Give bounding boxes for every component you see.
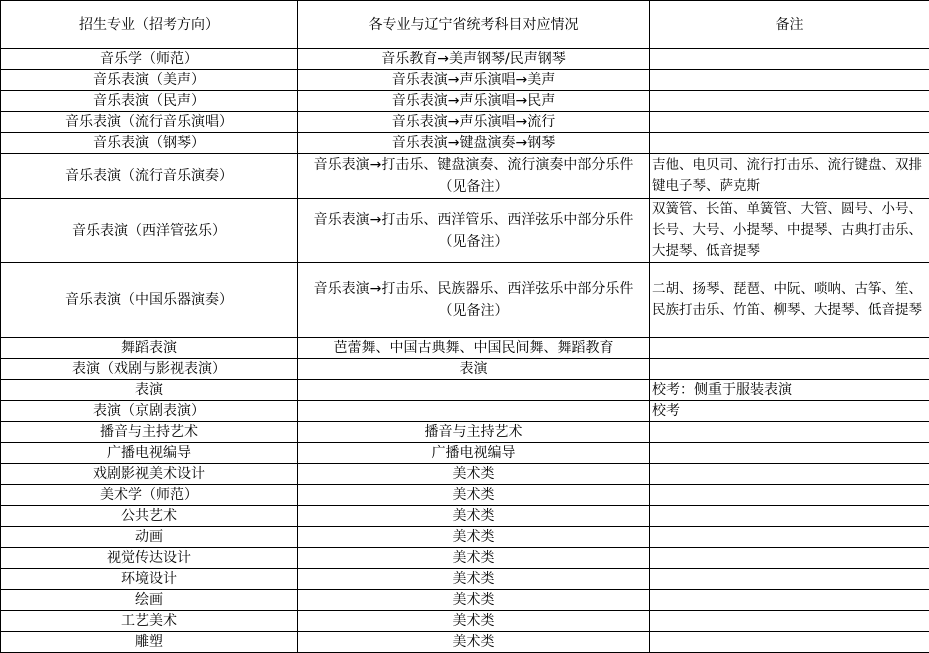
major-cell: 表演（戏剧与影视表演） xyxy=(1,359,298,380)
exam-cell: 音乐表演→打击乐、西洋管乐、西洋弦乐中部分乐件（见备注） xyxy=(298,199,650,263)
exam-cell: 美术类 xyxy=(298,611,650,632)
major-cell: 音乐表演（中国乐器演奏） xyxy=(1,263,298,338)
note-cell xyxy=(650,359,929,380)
note-cell xyxy=(650,70,929,91)
exam-cell xyxy=(298,401,650,422)
major-cell: 环境设计 xyxy=(1,569,298,590)
table-row xyxy=(1,154,929,199)
major-cell: 美术学（师范） xyxy=(1,485,298,506)
note-cell xyxy=(650,422,929,443)
note-cell: 校考：侧重于服装表演 xyxy=(650,380,929,401)
table-row xyxy=(1,70,929,91)
table-row xyxy=(1,49,929,70)
exam-cell: 美术类 xyxy=(298,506,650,527)
table-row xyxy=(1,401,929,422)
note-cell xyxy=(650,133,929,154)
major-cell: 舞蹈表演 xyxy=(1,338,298,359)
major-cell: 视觉传达设计 xyxy=(1,548,298,569)
major-cell: 音乐表演（美声） xyxy=(1,70,298,91)
major-cell: 音乐学（师范） xyxy=(1,49,298,70)
major-cell: 工艺美术 xyxy=(1,611,298,632)
major-cell: 表演（京剧表演） xyxy=(1,401,298,422)
table-row xyxy=(1,527,929,548)
major-cell: 播音与主持艺术 xyxy=(1,422,298,443)
exam-cell: 美术类 xyxy=(298,590,650,611)
table-row xyxy=(1,112,929,133)
major-cell: 动画 xyxy=(1,527,298,548)
note-cell xyxy=(650,112,929,133)
note-cell xyxy=(650,443,929,464)
note-cell xyxy=(650,49,929,70)
note-cell xyxy=(650,590,929,611)
major-cell: 广播电视编导 xyxy=(1,443,298,464)
exam-cell: 美术类 xyxy=(298,569,650,590)
exam-cell: 美术类 xyxy=(298,464,650,485)
major-cell: 音乐表演（流行音乐演奏） xyxy=(1,154,298,199)
note-cell xyxy=(650,569,929,590)
table-row xyxy=(1,485,929,506)
note-cell: 校考 xyxy=(650,401,929,422)
note-cell xyxy=(650,506,929,527)
exam-cell: 美术类 xyxy=(298,485,650,506)
table-row xyxy=(1,359,929,380)
header-row xyxy=(1,1,929,49)
note-cell xyxy=(650,338,929,359)
note-cell xyxy=(650,91,929,112)
table-row xyxy=(1,443,929,464)
table-row xyxy=(1,590,929,611)
exam-cell: 音乐表演→打击乐、民族器乐、西洋弦乐中部分乐件（见备注） xyxy=(298,263,650,338)
major-cell: 雕塑 xyxy=(1,632,298,653)
major-cell: 绘画 xyxy=(1,590,298,611)
header-note: 备注 xyxy=(650,1,929,49)
exam-cell: 美术类 xyxy=(298,632,650,653)
table-row xyxy=(1,611,929,632)
header-exam: 各专业与辽宁省统考科目对应情况 xyxy=(298,1,650,49)
major-cell: 公共艺术 xyxy=(1,506,298,527)
note-cell xyxy=(650,485,929,506)
major-cell: 音乐表演（西洋管弦乐） xyxy=(1,199,298,263)
table-row xyxy=(1,569,929,590)
major-cell: 表演 xyxy=(1,380,298,401)
table-body xyxy=(1,1,929,653)
major-cell: 音乐表演（民声） xyxy=(1,91,298,112)
note-cell: 吉他、电贝司、流行打击乐、流行键盘、双排键电子琴、萨克斯 xyxy=(650,154,929,199)
exam-cell xyxy=(298,380,650,401)
exam-cell: 表演 xyxy=(298,359,650,380)
table-row xyxy=(1,422,929,443)
note-cell xyxy=(650,464,929,485)
note-cell xyxy=(650,527,929,548)
note-cell: 双簧管、长笛、单簧管、大管、圆号、小号、长号、大号、小提琴、中提琴、古典打击乐、大提琴、低音提琴 xyxy=(650,199,929,263)
exam-cell: 音乐表演→声乐演唱→民声 xyxy=(298,91,650,112)
exam-cell: 广播电视编导 xyxy=(298,443,650,464)
exam-cell: 音乐表演→声乐演唱→美声 xyxy=(298,70,650,91)
exam-cell: 美术类 xyxy=(298,548,650,569)
table-row xyxy=(1,133,929,154)
exam-cell: 美术类 xyxy=(298,527,650,548)
exam-cell: 音乐表演→打击乐、键盘演奏、流行演奏中部分乐件（见备注） xyxy=(298,154,650,199)
table-row xyxy=(1,632,929,653)
table-row xyxy=(1,263,929,338)
table-row xyxy=(1,338,929,359)
note-cell xyxy=(650,611,929,632)
table-row xyxy=(1,548,929,569)
major-cell: 音乐表演（钢琴） xyxy=(1,133,298,154)
table-row xyxy=(1,199,929,263)
note-cell: 二胡、扬琴、琵琶、中阮、唢呐、古筝、笙、民族打击乐、竹笛、柳琴、大提琴、低音提琴 xyxy=(650,263,929,338)
exam-cell: 音乐表演→键盘演奏→钢琴 xyxy=(298,133,650,154)
exam-cell: 音乐教育→美声钢琴/民声钢琴 xyxy=(298,49,650,70)
table-row xyxy=(1,464,929,485)
table-row xyxy=(1,380,929,401)
note-cell xyxy=(650,632,929,653)
table-row xyxy=(1,506,929,527)
table-row xyxy=(1,91,929,112)
header-major: 招生专业（招考方向） xyxy=(1,1,298,49)
major-cell: 戏剧影视美术设计 xyxy=(1,464,298,485)
note-cell xyxy=(650,548,929,569)
major-cell: 音乐表演（流行音乐演唱） xyxy=(1,112,298,133)
exam-cell: 播音与主持艺术 xyxy=(298,422,650,443)
exam-cell: 芭蕾舞、中国古典舞、中国民间舞、舞蹈教育 xyxy=(298,338,650,359)
exam-cell: 音乐表演→声乐演唱→流行 xyxy=(298,112,650,133)
